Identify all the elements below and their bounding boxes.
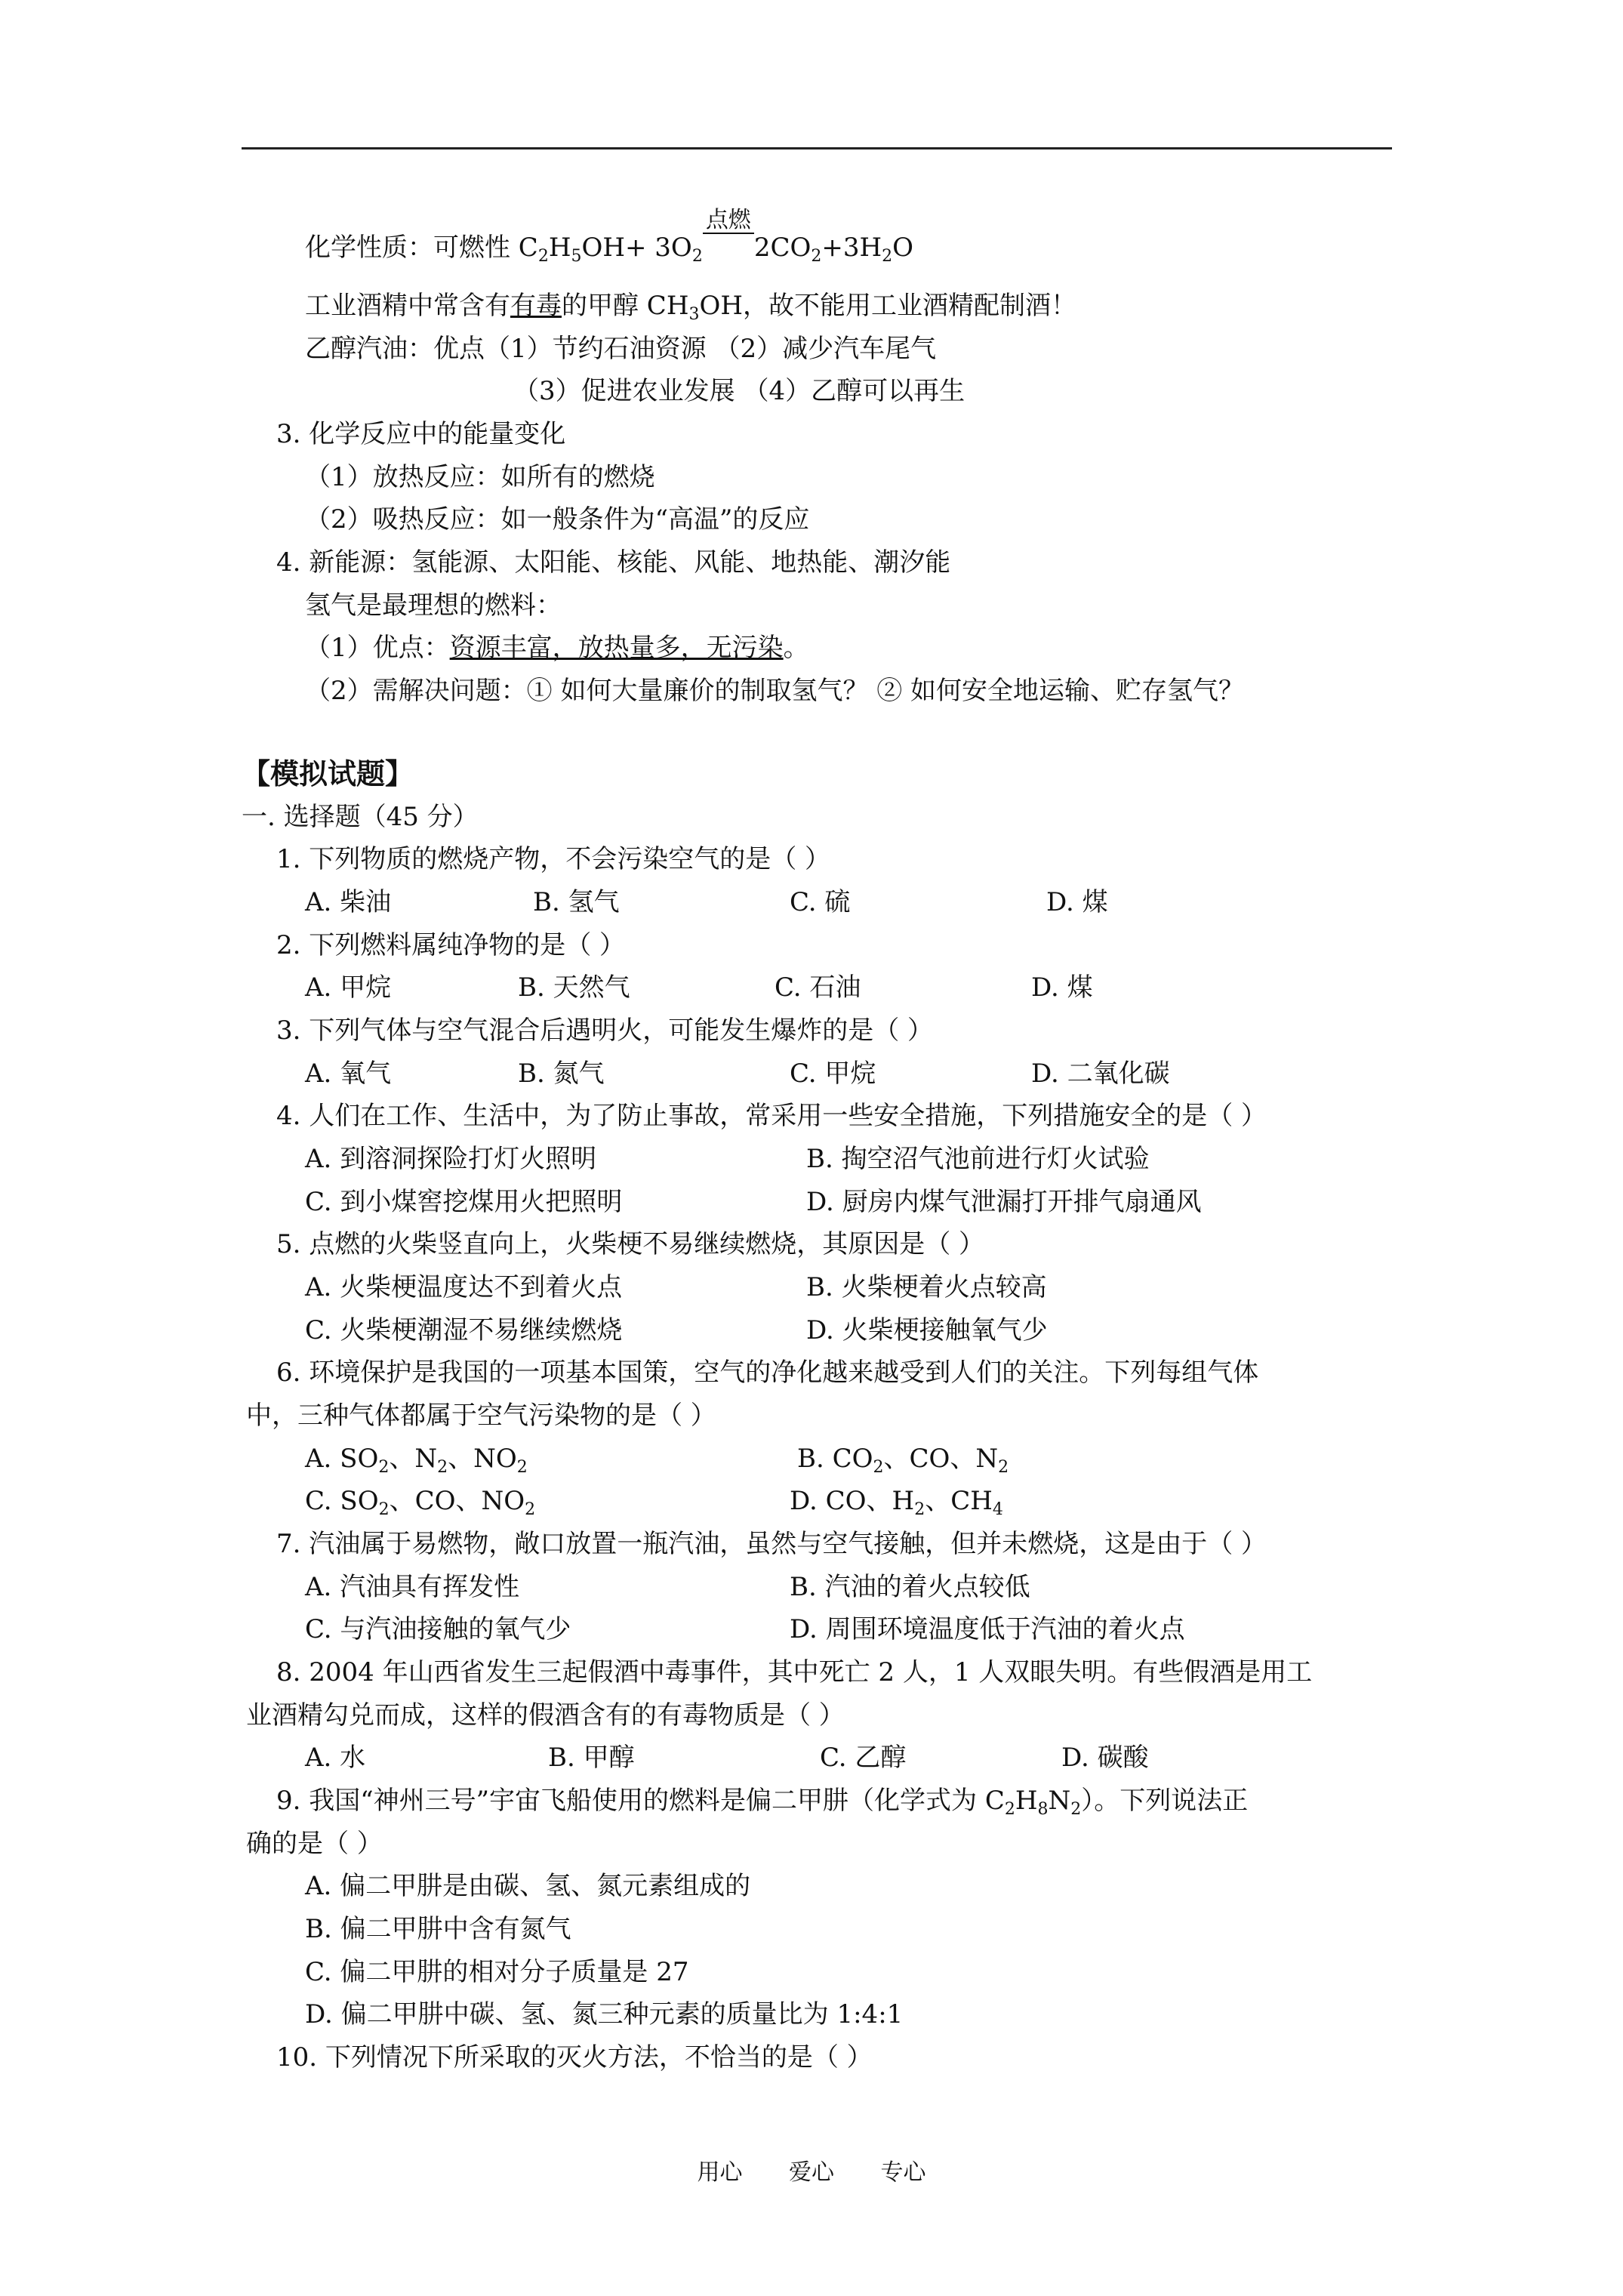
- footer-item: 爱心: [789, 2159, 834, 2186]
- q3-option-b: B. 氮气: [518, 1059, 605, 1089]
- q2-option-a: A. 甲烷: [305, 972, 392, 1003]
- question-3-stem: 3. 下列气体与空气混合后遇明火，可能发生爆炸的是（ ）: [276, 1015, 934, 1046]
- header-rule: [242, 147, 1392, 149]
- q5-option-a: A. 火柴梗温度达不到着火点: [305, 1272, 623, 1302]
- question-6-stem-2: 中，三种气体都属于空气污染物的是（ ）: [246, 1401, 716, 1431]
- q6-option-b: B. $CO_2$、CO、$N_2$: [797, 1444, 1009, 1477]
- question-10-stem: 10. 下列情况下所采取的灭火方法，不恰当的是（ ）: [276, 2042, 873, 2073]
- q7-option-a: A. 汽油具有挥发性: [305, 1572, 520, 1602]
- footer-item: 专心: [880, 2159, 926, 2186]
- q3-option-a: A. 氧气: [305, 1059, 392, 1089]
- q4-option-a: A. 到溶洞探险打灯火照明: [305, 1144, 597, 1174]
- chem-props-line: 化学性质：可燃性 $C_2H_5OH+ 3O_2$ 点燃 $2CO_2+3H_2O$: [305, 207, 913, 266]
- q1-option-d: D. 煤: [1046, 887, 1108, 917]
- q4-option-d: D. 厨房内煤气泄漏打开排气扇通风: [806, 1187, 1202, 1217]
- q8-option-c: C. 乙醇: [820, 1743, 907, 1773]
- q9-option-c: C. 偏二甲肼的相对分子质量是 27: [305, 1957, 689, 1987]
- question-9-stem-2: 确的是（ ）: [246, 1829, 383, 1859]
- reaction-condition: 点燃: [703, 231, 754, 264]
- q6-option-d: D. CO、$H_2$、$CH_4$: [790, 1486, 1003, 1519]
- q6-option-a: A. $SO_2$、$N_2$、$NO_2$: [305, 1444, 528, 1477]
- hydrogen-advantages: （1）优点：资源丰富，放热量多，无污染。: [305, 633, 809, 663]
- q5-option-c: C. 火柴梗潮湿不易继续燃烧: [305, 1315, 623, 1345]
- q9-option-b: B. 偏二甲肼中含有氮气: [305, 1914, 571, 1944]
- q7-option-b: B. 汽油的着火点较低: [790, 1572, 1030, 1602]
- hydrogen-line: 氢气是最理想的燃料：: [305, 590, 562, 621]
- ethanol-gas-line-1: 乙醇汽油：优点（1）节约石油资源 （2）减少汽车尾气: [305, 334, 937, 364]
- q4-option-c: C. 到小煤窖挖煤用火把照明: [305, 1187, 623, 1217]
- q9-option-a: A. 偏二甲肼是由碳、氢、氮元素组成的: [305, 1871, 751, 1901]
- q3-option-d: D. 二氧化碳: [1031, 1059, 1170, 1089]
- q6-option-c: C. $SO_2$、CO、$NO_2$: [305, 1486, 536, 1519]
- energy-title: 3. 化学反应中的能量变化: [276, 419, 566, 449]
- question-6-stem: 6. 环境保护是我国的一项基本国策，空气的净化越来越受到人们的关注。下列每组气体: [276, 1358, 1259, 1388]
- question-7-stem: 7. 汽油属于易燃物，敞口放置一瓶汽油，虽然与空气接触，但并未燃烧，这是由于（ ）: [276, 1529, 1267, 1559]
- q1-option-a: A. 柴油: [305, 887, 392, 917]
- ethanol-gas-line-2: （3）促进农业发展 （4）乙醇可以再生: [513, 376, 965, 406]
- q5-option-d: D. 火柴梗接触氧气少: [806, 1315, 1048, 1345]
- footer-item: 用心: [697, 2159, 743, 2186]
- q7-option-c: C. 与汽油接触的氧气少: [305, 1614, 571, 1644]
- question-4-stem: 4. 人们在工作、生活中，为了防止事故，常采用一些安全措施，下列措施安全的是（ ）: [276, 1101, 1267, 1131]
- q2-option-c: C. 石油: [775, 972, 861, 1003]
- q1-option-b: B. 氢气: [533, 887, 620, 917]
- q1-option-c: C. 硫: [790, 887, 851, 917]
- q8-option-d: D. 碳酸: [1061, 1743, 1149, 1773]
- q3-option-c: C. 甲烷: [790, 1059, 876, 1089]
- q2-option-b: B. 天然气: [518, 972, 630, 1003]
- question-8-stem: 8. 2004 年山西省发生三起假酒中毒事件，其中死亡 2 人，1 人双眼失明。有些假酒是用工: [276, 1657, 1313, 1687]
- question-2-stem: 2. 下列燃料属纯净物的是（ ）: [276, 930, 626, 960]
- hydrogen-issues: （2）需解决问题：① 如何大量廉价的制取氢气？ ② 如何安全地运输、贮存氢气？: [305, 676, 1245, 706]
- q2-option-d: D. 煤: [1031, 972, 1093, 1003]
- question-1-stem: 1. 下列物质的燃烧产物，不会污染空气的是（ ）: [276, 844, 831, 874]
- q9-option-d: D. 偏二甲肼中碳、氢、氮三种元素的质量比为 1:4:1: [305, 1999, 904, 2029]
- page-footer: [0, 2153, 1623, 2187]
- part-title: 一. 选择题（45 分）: [242, 802, 479, 832]
- section-title: 【模拟试题】: [242, 757, 414, 791]
- q4-option-b: B. 掏空沼气池前进行灯火试验: [806, 1144, 1150, 1174]
- question-9-stem: 9. 我国“神州三号”宇宙飞船使用的燃料是偏二甲肼（化学式为 $C_2H_8N_2$）。下列说法正: [276, 1786, 1249, 1819]
- new-energy-title: 4. 新能源：氢能源、太阳能、核能、风能、地热能、潮汐能: [276, 547, 951, 578]
- energy-item-2: （2）吸热反应：如一般条件为“高温”的反应: [305, 504, 810, 535]
- q8-option-b: B. 甲醇: [548, 1743, 635, 1773]
- q8-option-a: A. 水: [305, 1743, 366, 1773]
- question-5-stem: 5. 点燃的火柴竖直向上，火柴梗不易继续燃烧，其原因是（ ）: [276, 1229, 985, 1259]
- energy-item-1: （1）放热反应：如所有的燃烧: [305, 462, 655, 492]
- question-8-stem-2: 业酒精勾兑而成，这样的假酒含有的有毒物质是（ ）: [246, 1700, 845, 1730]
- q5-option-b: B. 火柴梗着火点较高: [806, 1272, 1047, 1302]
- q7-option-d: D. 周围环境温度低于汽油的着火点: [790, 1614, 1185, 1644]
- industrial-alcohol-line: 工业酒精中常含有有毒的甲醇 $CH_3OH$，故不能用工业酒精配制酒！: [305, 291, 1077, 324]
